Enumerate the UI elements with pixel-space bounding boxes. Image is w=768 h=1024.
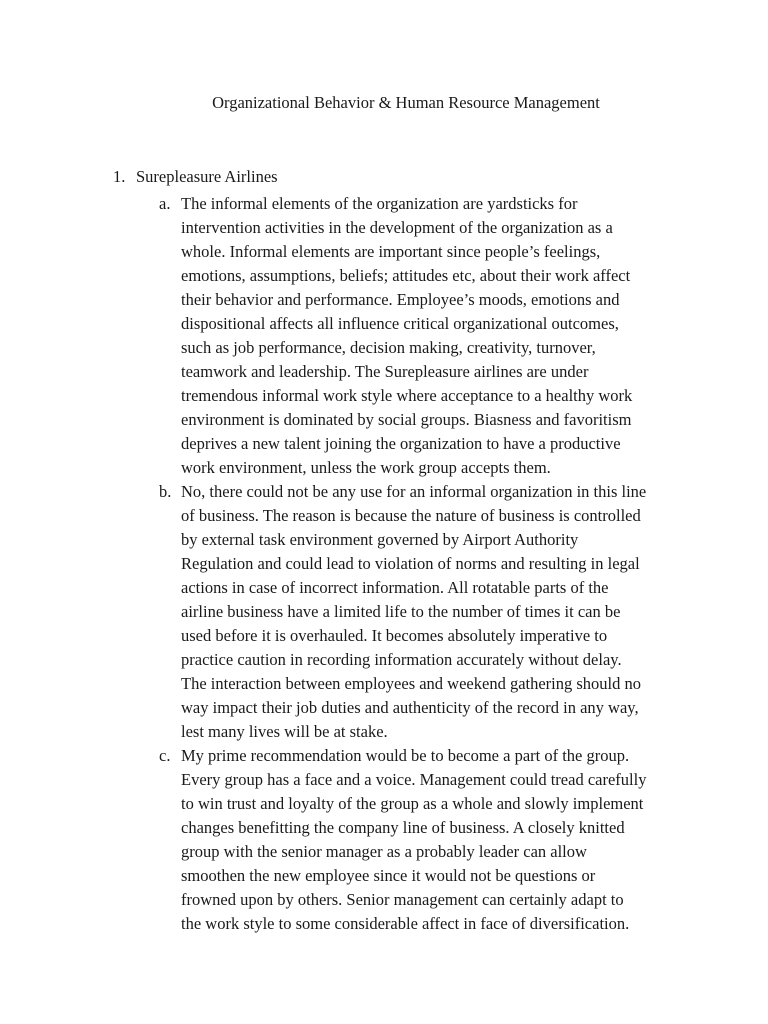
paragraph-line: Regulation and could lead to violation of norms and resulting in legal — [181, 554, 640, 573]
paragraph-line: No, there could not be any use for an informal organization in this line — [181, 482, 647, 501]
paragraph-line: whole. Informal elements are important since people’s feelings, — [181, 242, 601, 261]
paragraph-line: changes benefitting the company line of business. A closely knitted — [181, 818, 625, 837]
item-list — [113, 192, 693, 936]
document-title: Organizational Behavior & Human Resource Management — [212, 93, 600, 112]
item-c — [113, 744, 693, 936]
paragraph-line: group with the senior manager as a probably leader can allow — [181, 842, 587, 861]
paragraph-line: My prime recommendation would be to become a part of the group. — [181, 746, 630, 765]
paragraph-line: the work style to some considerable affect in face of diversification. — [181, 914, 630, 933]
paragraph-line: lest many lives will be at stake. — [181, 722, 388, 741]
item-letter: b. — [159, 482, 172, 501]
paragraph-line: environment is dominated by social groups. Biasness and favoritism — [181, 410, 632, 429]
section-heading-text: Surepleasure Airlines — [136, 167, 278, 186]
paragraph-line: practice caution in recording information accurately without delay. — [181, 650, 622, 669]
section-number: 1. — [113, 167, 126, 186]
paragraph-line: tremendous informal work style where acceptance to a healthy work — [181, 386, 633, 405]
paragraph-line: intervention activities in the development of the organization as a — [181, 218, 613, 237]
item-paragraph — [181, 744, 671, 936]
paragraph-line: Every group has a face and a voice. Management could tread carefully — [181, 770, 647, 789]
paragraph-line: to win trust and loyalty of the group as a whole and slowly implement — [181, 794, 644, 813]
paragraph-line: The informal elements of the organization are yardsticks for — [181, 194, 578, 213]
paragraph-line: by external task environment governed by Airport Authority — [181, 530, 579, 549]
paragraph-line: deprives a new talent joining the organization to have a productive — [181, 434, 621, 453]
item-paragraph — [181, 480, 671, 744]
paragraph-line: The interaction between employees and weekend gathering should no — [181, 674, 642, 693]
paragraph-line: smoothen the new employee since it would not be questions or — [181, 866, 596, 885]
paragraph-line: teamwork and leadership. The Surepleasure airlines are under — [181, 362, 589, 381]
item-letter: a. — [159, 194, 171, 213]
paragraph-line: actions in case of incorrect information. All rotatable parts of the — [181, 578, 609, 597]
section-heading — [113, 165, 693, 189]
item-paragraph — [181, 192, 671, 480]
item-a — [113, 192, 693, 480]
paragraph-line: work environment, unless the work group accepts them. — [181, 458, 551, 477]
paragraph-line: of business. The reason is because the nature of business is controlled — [181, 506, 641, 525]
paragraph-line: emotions, assumptions, beliefs; attitudes etc, about their work affect — [181, 266, 631, 285]
item-b — [113, 480, 693, 744]
paragraph-line: way impact their job duties and authenticity of the record in any way, — [181, 698, 639, 717]
paragraph-line: used before it is overhauled. It becomes absolutely imperative to — [181, 626, 608, 645]
paragraph-line: their behavior and performance. Employee’s moods, emotions and — [181, 290, 620, 309]
section-1 — [113, 165, 693, 936]
paragraph-line: dispositional affects all influence critical organizational outcomes, — [181, 314, 619, 333]
paragraph-line: frowned upon by others. Senior management can certainly adapt to — [181, 890, 624, 909]
paragraph-line: such as job performance, decision making, creativity, turnover, — [181, 338, 596, 357]
paragraph-line: airline business have a limited life to the number of times it can be — [181, 602, 621, 621]
item-letter: c. — [159, 746, 171, 765]
